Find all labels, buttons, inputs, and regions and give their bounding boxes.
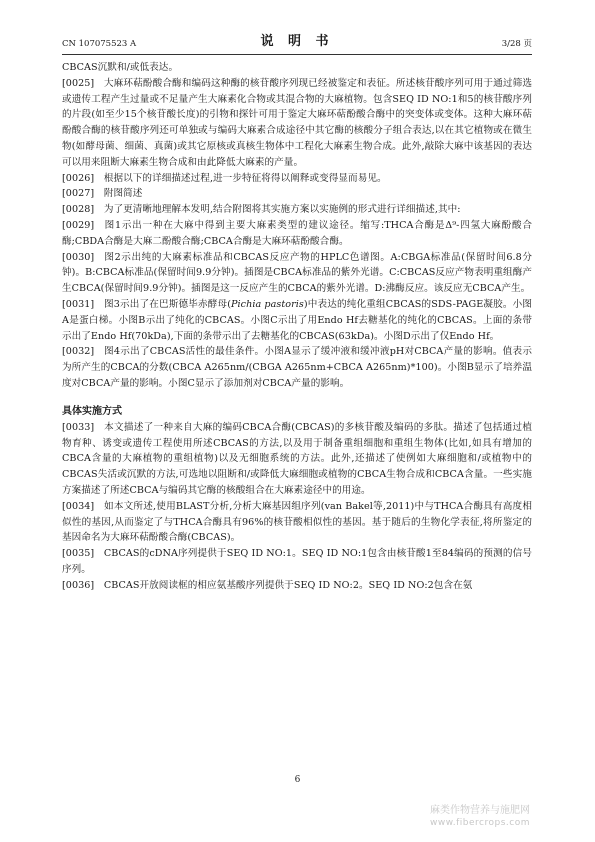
paragraph-0036 — [62, 578, 532, 594]
paragraph-0027 — [62, 186, 532, 202]
watermark-title: 麻类作物营养与施肥网 — [430, 805, 530, 816]
paragraph-number: [0026] — [62, 172, 95, 184]
paragraph-text: CBCAS的cDNA序列提供于SEQ ID NO:1。SEQ ID NO:1包含由核苷酸1至84编码的预测的信号序列。 — [62, 548, 532, 575]
paragraph-text: 为了更清晰地理解本发明,结合附图将其实施方案以实施例的形式进行详细描述,其中: — [103, 204, 461, 216]
watermark-url: www.fibercrops.com — [430, 818, 530, 828]
paragraph-number: [0029] — [62, 219, 95, 231]
paragraph-0031 — [62, 297, 532, 344]
paragraph-text: 图4示出了CBCAS活性的最佳条件。小图A显示了缓冲液和缓冲液pH对CBCA产量的影响。值表示为所产生的CBCA的分数(CBCA A265nm/(CBGA A265nm+CBCA A265nm)*100)。小图B显示了培养温度对CBCA产量的影响。小图C显示了添加剂对CBCA产量的影响。 — [62, 346, 532, 389]
paragraph-number: [0031] — [62, 298, 95, 310]
paragraph-text: CBCAS开放阅读框的相应氨基酸序列提供于SEQ ID NO:2。SEQ ID NO:2包含在氨 — [103, 579, 473, 591]
paragraph-0029 — [62, 218, 532, 250]
paragraph-0032 — [62, 344, 532, 391]
paragraph-text: 如本文所述,使用BLAST分析,分析大麻基因组序列(van Bakel等,2011)中与THCA合酶具有高度相似性的基因,从而鉴定了与THCA合酶具有96%的核苷酸相似性的基因。基于随后的生物化学表征,将所鉴定的基因命名为大麻环萜酚酸合酶(CBCAS)。 — [62, 500, 532, 544]
paragraph-text: 大麻环萜酚酸合酶和编码这种酶的核苷酸序列现已经被鉴定和表征。所述核苷酸序列可用于通过筛选或遗传工程产生过量或不足量产生大麻素化合物或其混合物的大麻植物。包含SEQ ID NO:1和5的核苷酸序列的片段(如至少15个核苷酸长度)的引物和探针可用于鉴定大麻环萜酚酸合酶中的突变体或变体。这种大麻环萜酚酸合酶的核苷酸序列还可单独或与编码大麻素合成途径中其它酶的核酸分子组合表达,以在其它植物或在微生物(如酵母菌、细菌、真菌)或其它原核或真核生物体中工程化大麻素生物合成。此外,敲除大麻中该基因的表达可以用来阻断大麻素生物合成和由此降低大麻素的产量。 — [62, 77, 532, 168]
paragraph-number: [0034] — [62, 500, 95, 512]
document-title: 说 明 书 — [260, 34, 334, 49]
paragraph-text: )中表达的纯化重组CBCAS的SDS-PAGE凝胶。小图A是蛋白梯。小图B示出了纯化的CBCAS。小图C示出了用Endo Hf去糖基化的纯化的CBCAS。上面的条带示出了Endo Hf(70kDa),下面的条带示出了去糖基化的CBCAS(63kDa)。小图D示出了仅Endo Hf。 — [62, 298, 533, 342]
paragraph-number: [0028] — [62, 204, 95, 216]
document-body — [62, 60, 532, 594]
page-header — [62, 36, 532, 52]
paragraph-text: 图2示出纯的大麻素标准品和CBCAS反应产物的HPLC色谱图。A:CBGA标准品(保留时间6.8分钟)。B:CBCA标准品(保留时间9.9分钟)。插图是CBCA标准品的紫外光谱。C:CBCAS反应产物表明重组酶产生CBCA(保留时间9.9分钟)。插图是这一反应产生的CBCA的紫外光谱。D:沸酶反应。该反应无CBCA产生。 — [62, 251, 532, 295]
paragraph-0028 — [62, 202, 532, 218]
header-rule — [62, 54, 532, 55]
paragraph-number: [0032] — [62, 346, 95, 358]
patent-number: CN 107075523 A — [62, 39, 137, 49]
paragraph-continued: CBCAS沉默和/或低表达。 — [62, 62, 179, 73]
paragraph-text: 附图简述 — [103, 188, 143, 200]
paragraph-number: [0027] — [62, 188, 95, 200]
paragraph-number: [0025] — [62, 77, 95, 89]
paragraph-number: [0035] — [62, 548, 95, 560]
species-name: Pichia pastoris — [231, 298, 304, 310]
paragraph-number: [0033] — [62, 421, 95, 433]
section-title: 具体实施方式 — [62, 405, 122, 417]
site-watermark — [430, 805, 590, 829]
paragraph-0025 — [62, 76, 532, 171]
paragraph-text: 本文描述了一种来自大麻的编码CBCA合酶(CBCAS)的多核苷酸及编码的多肽。描述了包括通过植物育种、诱变或遗传工程使用所述CBCAS的方法,以及用于制备重组细胞和重组生物体(比如,如具有增加的CBCA含量的大麻植物的重组植物)以及无细胞系统的方法。此外,还描述了使例如大麻细胞和/或植物中的CBCAS失活或沉默的方法,可选地以阻断和/或降低大麻细胞或植物的CBCA生物合成和CBCA含量。一些实施方案描述了所述CBCA与编码其它酶的核酸组合在大麻素途径中的用途。 — [62, 421, 532, 496]
paragraph-number: [0030] — [62, 251, 95, 263]
paragraph-0026 — [62, 171, 532, 187]
paragraph-text: 图3示出了在巴斯德毕赤酵母( — [103, 298, 232, 310]
paragraph-text: 根据以下的详细描述过程,进一步特征将得以阐释或变得显而易见。 — [103, 172, 387, 184]
page-number: 6 — [294, 775, 301, 785]
paragraph-text: 图1示出一种在大麻中得到主要大麻素类型的建议途径。缩写:THCA合酶是Δ⁹-四氢大麻酚酸合酶;CBDA合酶是大麻二酚酸合酶;CBCA合酶是大麻环萜酚酸合酶。 — [62, 219, 532, 247]
paragraph-number: [0036] — [62, 579, 95, 591]
paragraph-0033 — [62, 420, 532, 499]
paragraph-0035 — [62, 546, 532, 578]
paragraph-0034 — [62, 499, 532, 546]
paragraph-0030 — [62, 250, 532, 297]
page-counter: 3/28 页 — [501, 39, 532, 49]
